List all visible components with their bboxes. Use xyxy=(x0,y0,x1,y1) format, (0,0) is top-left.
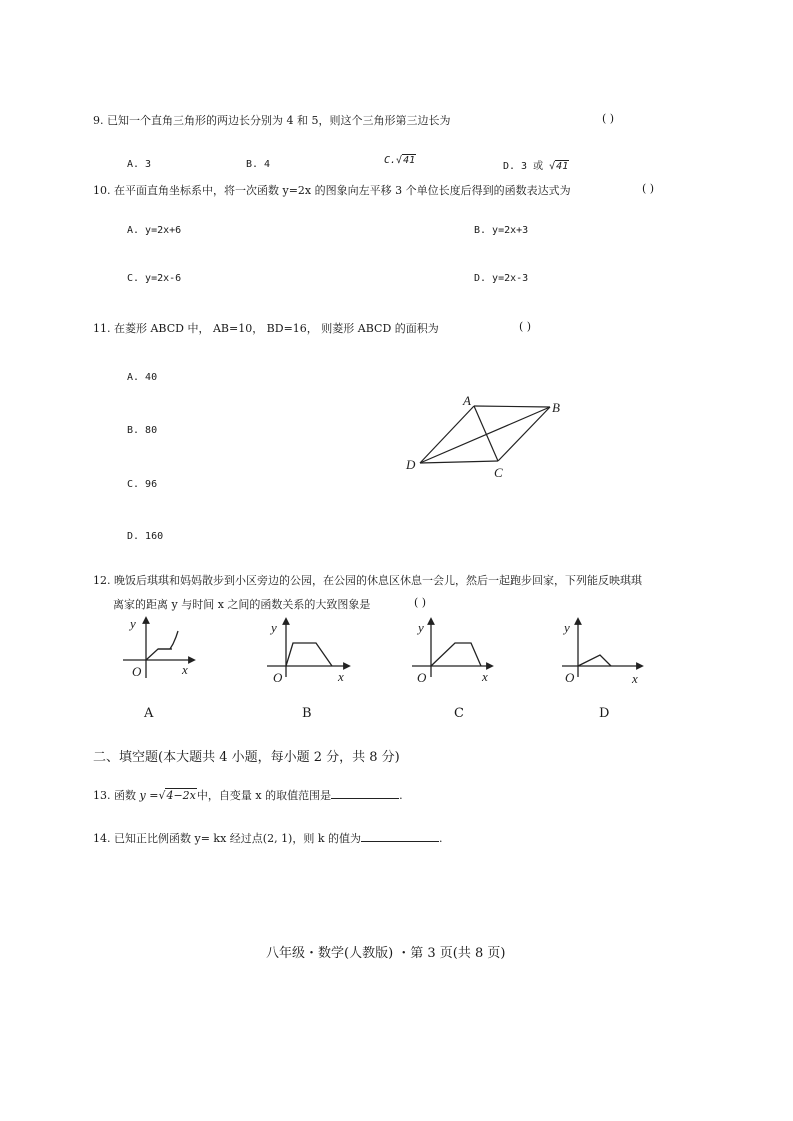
vertex-label-b: B xyxy=(552,400,560,415)
sqrt-symbol: √4−2x xyxy=(158,789,196,802)
graph-c-curve xyxy=(431,643,481,666)
axis-label-x: x xyxy=(632,671,638,686)
q10-option-c: C. y=2x-6 xyxy=(127,273,182,284)
axis-label-x: x xyxy=(338,669,344,684)
rhombus-side-ab xyxy=(474,406,550,407)
q14-line xyxy=(93,830,443,846)
q9-option-d xyxy=(503,157,569,172)
origin-label: O xyxy=(273,670,283,685)
q13-var: y = xyxy=(139,789,159,802)
q11-stem: 11. 在菱形 ABCD 中， AB=10， BD=16， 则菱形 ABCD 的面积为 xyxy=(93,322,439,335)
q10-option-b: B. y=2x+3 xyxy=(474,225,529,236)
q13-answer-blank[interactable] xyxy=(331,787,399,799)
q12-answer-paren: ( ) xyxy=(414,596,427,609)
origin-label: O xyxy=(565,670,575,685)
graph-d-curve xyxy=(578,655,611,666)
vertex-label-d: D xyxy=(406,457,416,472)
q9-option-d-prefix: D. 3 或 xyxy=(503,161,544,172)
graph-letter-b: B xyxy=(302,706,312,721)
q9-option-b: B. 4 xyxy=(246,159,271,170)
graph-option-a xyxy=(118,612,198,684)
origin-label: O xyxy=(417,670,427,685)
q13-radicand: 4−2x xyxy=(166,789,196,802)
axis-label-y: y xyxy=(564,620,570,635)
q9-stem: 9. 已知一个直角三角形的两边长分别为 4 和 5，则这个三角形第三边长为 xyxy=(93,114,451,127)
graph-letter-d: D xyxy=(599,706,610,721)
q9-option-d-radicand: 41 xyxy=(556,161,569,172)
axis-label-y: y xyxy=(418,620,424,635)
graph-option-d xyxy=(560,615,650,687)
vertex-label-a: A xyxy=(463,393,471,408)
q14-end: . xyxy=(439,832,443,845)
q9-option-c-radicand: 41 xyxy=(403,155,416,166)
rhombus-diagonal-bd xyxy=(420,407,550,463)
q9-option-c-prefix: C. xyxy=(384,155,397,166)
rhombus-figure xyxy=(400,390,575,485)
rhombus-side-bc xyxy=(498,407,550,461)
q11-option-b: B. 80 xyxy=(127,425,158,436)
q14-stem: 14. 已知正比例函数 y= kx 经过点(2, 1)，则 k 的值为 xyxy=(93,832,362,845)
q14-answer-blank[interactable] xyxy=(361,830,439,842)
axis-label-y: y xyxy=(271,620,277,635)
q9-option-c xyxy=(384,155,416,166)
q11-option-c: C. 96 xyxy=(127,479,158,490)
q10-stem: 10. 在平面直角坐标系中，将一次函数 y=2x 的图象向左平移 3 个单位长度后得到的函数表达式为 xyxy=(93,184,571,197)
q12-stem-line1: 12. 晚饭后琪琪和妈妈散步到小区旁边的公园，在公园的休息区休息一会儿，然后一起跑步回家，下列能反映琪琪 xyxy=(93,574,642,587)
graph-b-curve xyxy=(286,643,332,666)
q10-answer-paren: ( ) xyxy=(642,182,655,195)
q9-answer-paren: ( ) xyxy=(602,112,615,125)
q12-stem-line2: 离家的距离 y 与时间 x 之间的函数关系的大致图象是 xyxy=(113,598,371,611)
axis-label-y: y xyxy=(130,616,136,631)
q11-option-d: D. 160 xyxy=(127,531,164,542)
graph-option-c xyxy=(410,615,500,687)
sqrt-symbol: √41 xyxy=(549,161,569,172)
axis-label-x: x xyxy=(182,662,188,677)
rhombus-side-da xyxy=(420,406,474,463)
q10-option-d: D. y=2x-3 xyxy=(474,273,529,284)
graph-letter-a: A xyxy=(144,706,154,721)
q11-answer-paren: ( ) xyxy=(519,320,532,333)
page-footer: 八年级・数学(人教版) ・第 3 页(共 8 页) xyxy=(266,946,506,961)
rhombus-side-cd xyxy=(420,461,498,463)
graph-option-b xyxy=(265,615,355,687)
q13-prefix: 13. 函数 xyxy=(93,789,136,802)
axis-label-x: x xyxy=(482,669,488,684)
q10-option-a: A. y=2x+6 xyxy=(127,225,182,236)
q13-suffix: 中，自变量 x 的取值范围是 xyxy=(196,789,332,802)
rhombus-diagonal-ac xyxy=(474,406,498,461)
vertex-label-c: C xyxy=(494,465,503,480)
section-2-title: 二、填空题(本大题共 4 小题，每小题 2 分，共 8 分) xyxy=(93,750,400,765)
sqrt-symbol: √41 xyxy=(396,155,416,166)
origin-label: O xyxy=(132,664,142,679)
q11-option-a: A. 40 xyxy=(127,372,158,383)
graph-a-curve xyxy=(146,631,178,660)
q13-end: . xyxy=(399,789,403,802)
q13-line xyxy=(93,787,403,803)
graph-letter-c: C xyxy=(454,706,464,721)
q9-option-a: A. 3 xyxy=(127,159,152,170)
